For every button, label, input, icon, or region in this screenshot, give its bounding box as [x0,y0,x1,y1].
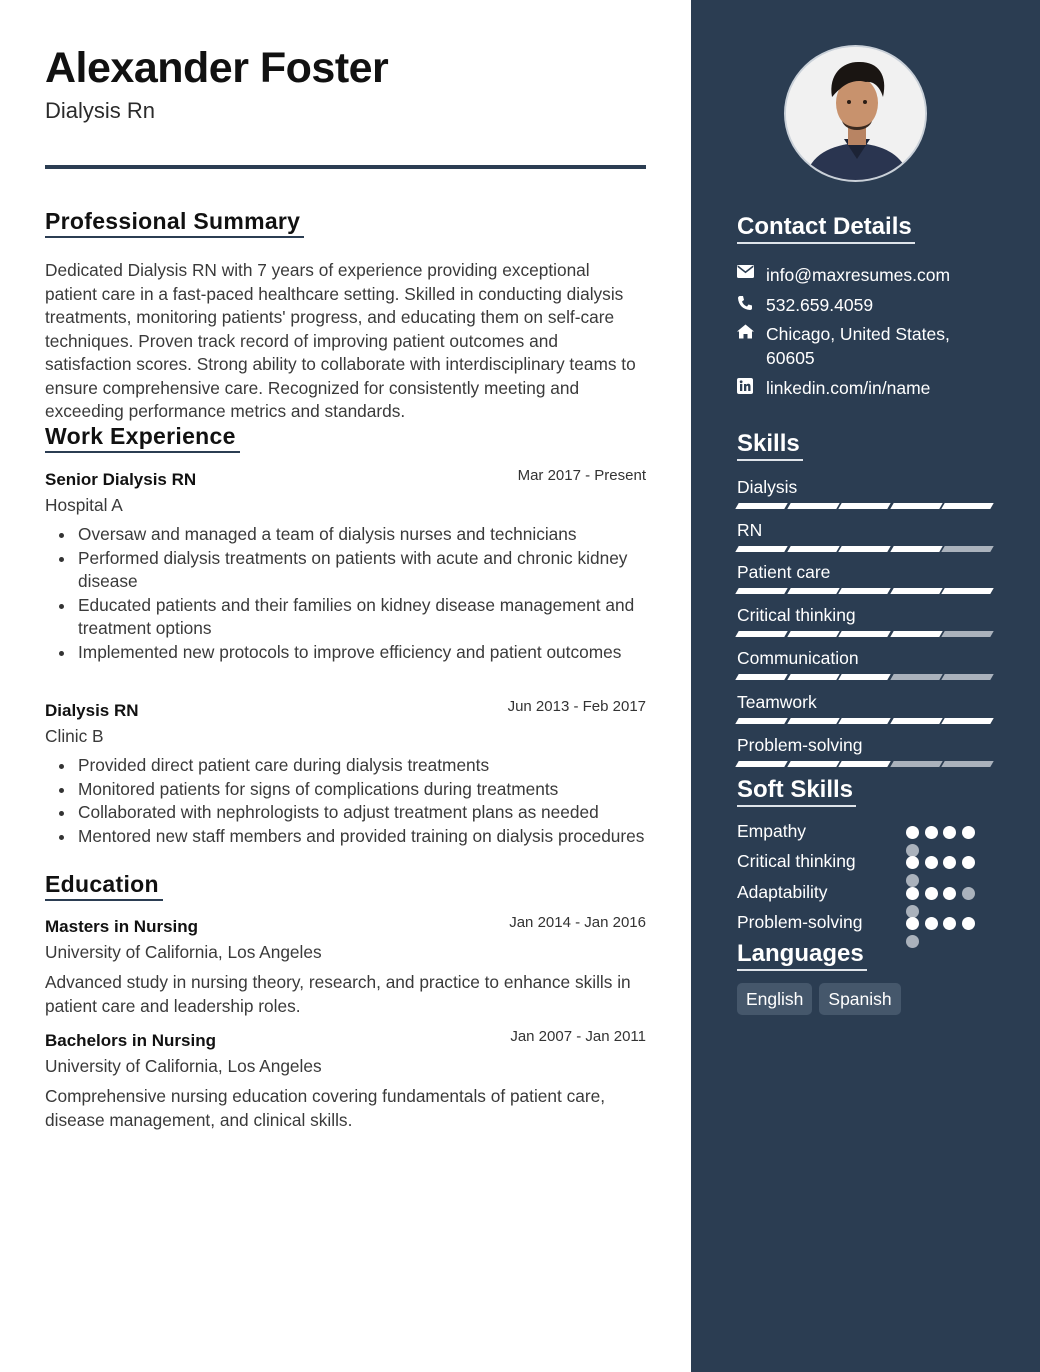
job-dates: Mar 2017 - Present [517,467,646,484]
contact-heading: Contact Details [737,213,915,244]
summary-text: Dedicated Dialysis RN with 7 years of experience providing exceptional patient care in a fast-paced healthcare setting. Skilled in conducting dialysis treatments, monitoring patients' progress, and educating them on self-care techniques. Proven track record of improving patient outcomes and satisfaction scores. Strong ability to collaborate with interdisciplinary teams to ensure comprehensive care. Recognized for consistently meeting and exceeding performance metrics and standards. [45,260,636,421]
rating-dot [906,887,919,900]
skill-name: RN [737,520,763,540]
skill-item [737,562,993,582]
skill-bar-segment [838,503,890,509]
soft-skill-name: Problem-solving [737,912,863,932]
skill-item [737,692,993,712]
skill-level-bar [737,718,993,724]
rating-dot [962,826,975,839]
phone-icon [737,293,766,317]
job-bullet: Oversaw and managed a team of dialysis nurses and technicians [45,523,646,547]
skill-bar-segment [787,503,839,509]
soft-skill-name: Adaptability [737,882,828,902]
edu-dates: Jan 2014 - Jan 2016 [509,914,646,931]
soft-skills-heading: Soft Skills [737,776,856,807]
email-link[interactable]: info@maxresumes.com [766,265,951,285]
skill-bar-segment [942,546,994,552]
profile-photo [784,45,927,182]
rating-dot [962,887,975,900]
skill-bar-segment [942,674,994,680]
education-heading: Education [45,871,163,901]
skill-name: Critical thinking [737,605,856,625]
skill-name: Communication [737,648,859,668]
skill-item [737,735,993,755]
contact-location [737,322,986,370]
skill-bar-segment [890,503,942,509]
soft-skill-item [737,821,993,843]
summary-heading: Professional Summary [45,208,304,238]
rating-dot [943,917,956,930]
job-bullets [45,523,646,664]
skill-bar-segment [787,588,839,594]
degree: Bachelors in Nursing [45,1031,216,1050]
rating-dot [925,826,938,839]
skill-bar-segment [787,674,839,680]
job-bullet: Performed dialysis treatments on patients with acute and chronic kidney disease [45,547,646,594]
school: University of California, Los Angeles [45,942,322,962]
skill-bar-segment [735,674,787,680]
skill-item [737,605,993,625]
rating-dot [925,887,938,900]
skill-bar-segment [838,674,890,680]
skills-heading: Skills [737,430,803,461]
skill-bar-segment [942,761,994,767]
skill-level-bar [737,674,993,680]
soft-skill-name: Critical thinking [737,851,856,871]
job-bullets [45,754,646,848]
skill-bar-segment [942,631,994,637]
experience-heading: Work Experience [45,423,240,453]
soft-skill-item [737,882,993,904]
skill-item [737,648,993,668]
skill-bar-segment [942,503,994,509]
job-dates: Jun 2013 - Feb 2017 [507,698,646,715]
edu-description: Comprehensive nursing education covering fundamentals of patient care, disease management, and clinical skills. [45,1086,606,1130]
header-divider [45,165,646,169]
skill-bar-segment [838,718,890,724]
soft-skill-item [737,851,993,873]
edu-description: Advanced study in nursing theory, research, and practice to enhance skills in patient care and leadership roles. [45,972,631,1016]
job-role: Senior Dialysis RN [45,470,197,489]
skill-bar-segment [735,503,787,509]
skill-bar-segment [890,718,942,724]
skill-bar-segment [735,546,787,552]
skill-bar-segment [890,761,942,767]
language-tag: English [737,983,812,1015]
rating-dot [943,826,956,839]
soft-skill-item [737,912,993,934]
skill-name: Teamwork [737,692,817,712]
skill-level-bar [737,546,993,552]
experience-entry [45,698,646,848]
job-bullet: Educated patients and their families on kidney disease management and treatment options [45,594,646,641]
school: University of California, Los Angeles [45,1056,322,1076]
rating-dot [943,856,956,869]
skill-bar-segment [735,588,787,594]
skill-item [737,477,993,497]
skill-name: Dialysis [737,477,798,497]
skill-level-bar [737,761,993,767]
rating-dot [925,917,938,930]
job-bullet: Monitored patients for signs of complications during treatments [45,778,646,802]
skill-bar-segment [890,546,942,552]
languages-list [737,983,901,1015]
skill-bar-segment [787,761,839,767]
skill-bar-segment [838,588,890,594]
skill-bar-segment [890,674,942,680]
skill-bar-segment [838,546,890,552]
skill-bar-segment [735,761,787,767]
home-icon [737,322,766,370]
location-text: Chicago, United States, 60605 [766,324,950,368]
rating-dot [962,856,975,869]
skill-bar-segment [787,718,839,724]
linkedin-link[interactable]: linkedin.com/in/name [766,378,931,398]
skill-bar-segment [838,761,890,767]
skill-level-bar [737,503,993,509]
skill-bar-segment [838,631,890,637]
candidate-name: Alexander Foster [45,44,389,92]
envelope-icon [737,263,766,287]
skill-bar-segment [942,588,994,594]
phone-number[interactable]: 532.659.4059 [766,295,874,315]
job-bullet: Mentored new staff members and provided training on dialysis procedures [45,825,646,849]
job-role: Dialysis RN [45,701,139,720]
skill-bar-segment [942,718,994,724]
language-tag: Spanish [819,983,900,1015]
rating-dot [925,856,938,869]
skill-level-bar [737,631,993,637]
skill-name: Problem-solving [737,735,863,755]
skill-bar-segment [787,546,839,552]
skill-bar-segment [735,631,787,637]
job-bullet: Collaborated with nephrologists to adjust treatment plans as needed [45,801,646,825]
contact-linkedin [737,376,986,400]
rating-dot [906,935,919,948]
skill-bar-segment [890,588,942,594]
contact-phone [737,293,986,317]
rating-dot [906,917,919,930]
languages-heading: Languages [737,940,867,971]
skill-bar-segment [735,718,787,724]
job-org: Clinic B [45,726,104,746]
experience-entry [45,467,646,664]
sidebar [691,0,1040,1372]
rating-dot [962,917,975,930]
rating-dot [943,887,956,900]
rating-dot [906,826,919,839]
contact-email [737,263,986,287]
rating-dot [906,856,919,869]
skill-item [737,520,993,540]
linkedin-icon [737,376,766,400]
job-bullet: Implemented new protocols to improve efficiency and patient outcomes [45,641,646,665]
skill-bar-segment [787,631,839,637]
job-org: Hospital A [45,495,123,515]
skill-bar-segment [890,631,942,637]
person-portrait-icon [786,47,927,182]
candidate-title: Dialysis Rn [45,98,156,123]
skill-level-bar [737,588,993,594]
education-entry [45,914,646,1018]
job-bullet: Provided direct patient care during dialysis treatments [45,754,646,778]
degree: Masters in Nursing [45,917,199,936]
skill-name: Patient care [737,562,831,582]
soft-skill-name: Empathy [737,821,807,841]
education-entry [45,1028,646,1132]
edu-dates: Jan 2007 - Jan 2011 [510,1028,646,1045]
